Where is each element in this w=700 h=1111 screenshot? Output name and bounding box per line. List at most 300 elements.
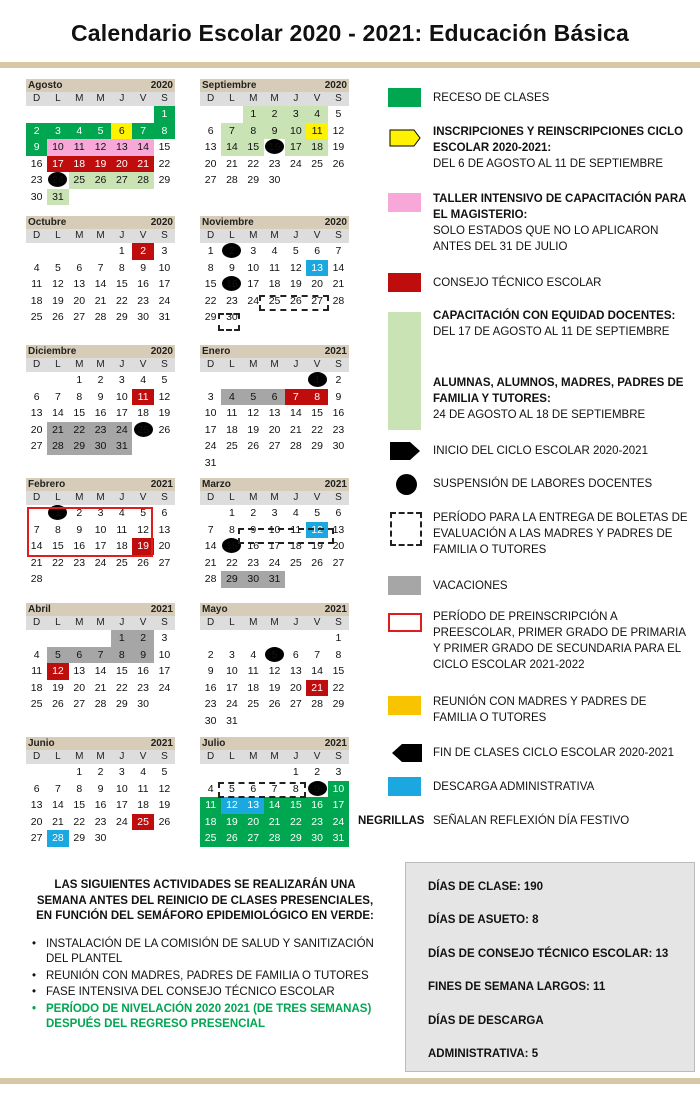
weekday-label: L xyxy=(55,492,61,503)
weekday-label: L xyxy=(229,359,235,370)
day-cell: 30 xyxy=(204,714,217,727)
day-cell: 10 xyxy=(204,407,217,419)
weekday-label: M xyxy=(96,751,105,762)
day-cell: 7 xyxy=(55,782,61,795)
day-cell: 4 xyxy=(221,389,242,406)
day-cell: 20 xyxy=(30,815,43,828)
day-cell: 5 xyxy=(335,108,342,120)
day-cell: 4 xyxy=(33,261,40,274)
day-cell: 15 xyxy=(52,540,64,552)
day-cell: 26 xyxy=(332,157,345,170)
day-cell: 3 xyxy=(47,123,68,140)
day-cell: 29 xyxy=(158,174,171,186)
day-cell: 12 xyxy=(289,261,302,274)
weekday-header xyxy=(200,616,349,630)
day-grid xyxy=(200,630,349,729)
arrow-icon xyxy=(388,128,422,148)
day-cell: 7 xyxy=(132,123,153,140)
month-header xyxy=(200,79,349,92)
empty-cell xyxy=(47,764,68,781)
suspension-marker: 9 xyxy=(308,781,327,796)
legend-text: REUNIÓN CON MADRES Y PADRES DE FAMILIA O TUTORES xyxy=(433,696,647,724)
day-cell: 24 xyxy=(111,422,132,439)
legend-text: FIN DE CLASES CICLO ESCOLAR 2020-2021 xyxy=(433,747,674,759)
stat-administrativa: ADMINISTRATIVA: 5 xyxy=(428,1048,539,1060)
legend-text: DEL 17 DE AGOSTO AL 11 DE SEPTIEMBRE xyxy=(433,326,670,338)
suspension-marker: 24 xyxy=(48,172,67,187)
month-name: Marzo xyxy=(202,479,231,490)
empty-cell xyxy=(26,243,47,260)
day-cell: 20 xyxy=(268,423,281,436)
day-cell: 3 xyxy=(118,374,125,386)
weekday-label: V xyxy=(139,230,147,241)
day-cell: 18 xyxy=(30,681,43,694)
weekday-label: J xyxy=(119,359,125,370)
weekday-label: V xyxy=(313,93,321,104)
month-name: Diciembre xyxy=(28,346,77,357)
day-cell: 6 xyxy=(69,647,90,664)
day-cell: 15 xyxy=(158,141,171,153)
day-cell: 9 xyxy=(97,782,104,795)
weekday-label: M xyxy=(96,359,105,370)
day-cell: 31 xyxy=(204,456,217,469)
day-cell: 26 xyxy=(90,172,111,189)
day-cell: 12 xyxy=(90,139,111,156)
day-cell: 2 xyxy=(264,106,285,123)
empty-cell xyxy=(26,630,47,647)
day-cell: 12 xyxy=(268,665,281,677)
month-year: 2020 xyxy=(150,80,173,91)
day-cell: 23 xyxy=(268,157,281,170)
empty-cell xyxy=(264,764,285,781)
day-cell: 8 xyxy=(111,647,132,664)
weekday-label: S xyxy=(161,230,168,241)
month-name: Agosto xyxy=(28,80,63,91)
day-cell: 5 xyxy=(55,261,61,274)
empty-cell xyxy=(264,372,285,389)
day-cell: 22 xyxy=(69,422,90,439)
day-cell: 15 xyxy=(243,139,264,156)
day-cell: 30 xyxy=(137,698,149,710)
day-cell: 25 xyxy=(200,830,221,847)
weekday-label: M xyxy=(249,230,258,241)
month-header xyxy=(26,478,175,491)
weekday-label: D xyxy=(207,230,215,241)
day-cell: 30 xyxy=(94,832,107,844)
day-cell: 5 xyxy=(243,389,264,406)
day-cell: 23 xyxy=(306,814,327,831)
day-cell: 12 xyxy=(306,522,327,539)
weekday-label: M xyxy=(96,492,105,503)
day-cell: 8 xyxy=(154,123,175,140)
day-cell: 15 xyxy=(204,278,217,290)
day-cell: 2 xyxy=(335,374,342,386)
stat-dias-asueto: DÍAS DE ASUETO: 8 xyxy=(428,914,539,926)
day-cell: 6 xyxy=(207,124,214,137)
legend-text: PERÍODO PARA LA ENTREGA DE BOLETAS DE EVALUACIÓN A LAS MADRES Y PADRES DE FAMILIA O TUTORES xyxy=(433,512,688,556)
weekday-label: M xyxy=(75,230,84,241)
day-cell: 8 xyxy=(243,123,264,140)
weekday-label: S xyxy=(161,93,168,104)
day-cell: 11 xyxy=(116,523,128,536)
day-cell: 1 xyxy=(335,632,342,644)
month-year: 2020 xyxy=(324,80,347,91)
day-cell: 19 xyxy=(289,278,302,290)
day-cell: 7 xyxy=(55,390,61,403)
suspension-marker: 16 xyxy=(265,139,284,154)
month-name: Junio xyxy=(28,738,55,749)
day-cell: 3 xyxy=(285,106,306,123)
day-cell: 15 xyxy=(311,407,323,419)
day-cell: 2 xyxy=(26,123,47,140)
weekday-label: M xyxy=(270,492,279,503)
day-cell: 26 xyxy=(268,698,281,710)
day-cell: 24 xyxy=(289,157,302,170)
day-cell: 21 xyxy=(94,294,107,307)
day-cell: 13 xyxy=(73,278,86,290)
day-cell: 8 xyxy=(229,523,235,536)
day-cell xyxy=(221,243,242,260)
legend-title: ALUMNAS, ALUMNOS, MADRES, PADRES DE FAMILIA Y TUTORES: xyxy=(433,377,684,405)
day-grid xyxy=(26,106,175,205)
day-cell: 4 xyxy=(306,106,327,123)
empty-cell xyxy=(47,630,68,647)
empty-cell xyxy=(132,106,153,123)
day-cell: 5 xyxy=(47,647,68,664)
day-cell: 28 xyxy=(289,440,302,452)
day-cell: 17 xyxy=(158,665,171,677)
day-cell: 4 xyxy=(207,782,214,795)
day-cell: 31 xyxy=(226,714,238,727)
month-septiembre xyxy=(200,79,349,189)
list-item-highlight: • PERÍODO DE NIVELACIÓN 2020 2021 (DE TRES SEMANAS) DESPUÉS DEL REGRESO PRESENCIAL xyxy=(30,1002,380,1033)
day-cell: 15 xyxy=(285,797,306,814)
weekday-label: M xyxy=(270,230,279,241)
day-cell: 30 xyxy=(332,440,345,452)
weekday-label: J xyxy=(119,230,125,241)
weekday-label: D xyxy=(33,617,41,628)
month-mayo xyxy=(200,603,349,729)
legend-title: INSCRIPCIONES Y REINSCRIPCIONES CICLO ESCOLAR 2020-2021: xyxy=(433,126,684,154)
day-cell: 4 xyxy=(292,507,299,519)
day-cell: 16 xyxy=(137,665,149,677)
month-name: Febrero xyxy=(28,479,66,490)
legend-swatch xyxy=(388,576,421,595)
month-enero xyxy=(200,345,349,471)
empty-cell xyxy=(221,372,242,389)
day-cell: 16 xyxy=(137,278,149,290)
day-cell: 12 xyxy=(137,523,149,536)
day-cell: 17 xyxy=(247,278,260,290)
weekday-label: D xyxy=(33,93,41,104)
day-cell: 5 xyxy=(161,374,168,386)
empty-cell xyxy=(47,243,68,260)
stats-box xyxy=(405,862,695,1072)
day-cell: 4 xyxy=(118,507,125,519)
empty-cell xyxy=(90,243,111,260)
weekday-label: D xyxy=(207,492,215,503)
month-year: 2021 xyxy=(324,479,347,490)
day-cell: 24 xyxy=(158,681,171,694)
day-cell: 12 xyxy=(158,390,171,403)
weekday-label: V xyxy=(313,617,321,628)
day-cell: 19 xyxy=(52,294,64,307)
day-cell xyxy=(306,372,327,389)
suspension-marker: 16 xyxy=(222,276,241,291)
month-octubre xyxy=(26,216,175,326)
weekday-label: D xyxy=(207,359,215,370)
day-cell: 29 xyxy=(332,698,345,710)
legend-text: SOLO ESTADOS QUE NO LO APLICARON ANTES DEL 31 DE JULIO xyxy=(433,225,659,253)
day-cell: 12 xyxy=(221,797,242,814)
empty-cell xyxy=(264,630,285,647)
day-cell: 23 xyxy=(247,556,260,569)
day-cell: 21 xyxy=(132,156,153,173)
day-cell: 23 xyxy=(204,698,217,710)
day-cell: 23 xyxy=(90,422,111,439)
empty-cell xyxy=(26,764,47,781)
day-cell: 27 xyxy=(30,832,43,844)
day-cell: 29 xyxy=(115,311,128,323)
month-header xyxy=(200,345,349,358)
weekday-label: D xyxy=(33,230,41,241)
day-cell: 23 xyxy=(94,815,107,828)
weekday-label: S xyxy=(161,751,168,762)
day-cell: 14 xyxy=(52,407,64,419)
day-cell: 6 xyxy=(33,782,40,795)
day-cell: 8 xyxy=(306,389,327,406)
day-cell: 23 xyxy=(30,174,43,186)
weekday-label: J xyxy=(119,492,125,503)
day-cell: 1 xyxy=(229,507,235,519)
day-cell: 16 xyxy=(247,540,260,552)
day-cell: 20 xyxy=(243,814,264,831)
day-cell: 9 xyxy=(140,261,147,274)
day-cell: 18 xyxy=(268,278,281,290)
weekday-label: M xyxy=(270,359,279,370)
weekday-label: V xyxy=(313,359,321,370)
day-cell: 13 xyxy=(243,797,264,814)
day-cell: 17 xyxy=(226,681,238,694)
day-cell: 21 xyxy=(306,680,327,697)
day-cell: 10 xyxy=(158,261,171,274)
day-cell: 22 xyxy=(285,814,306,831)
day-cell: 7 xyxy=(97,261,104,274)
day-cell: 24 xyxy=(328,814,349,831)
month-header xyxy=(26,216,175,229)
day-cell: 14 xyxy=(132,139,153,156)
day-cell: 11 xyxy=(132,389,153,406)
day-cell: 31 xyxy=(328,830,349,847)
day-cell: 16 xyxy=(30,157,43,170)
day-cell: 7 xyxy=(271,782,278,795)
black-circle-icon xyxy=(396,474,417,495)
month-year: 2021 xyxy=(150,738,173,749)
day-cell: 10 xyxy=(328,781,349,798)
weekday-label: M xyxy=(75,492,84,503)
day-cell: 12 xyxy=(52,278,64,290)
day-cell: 9 xyxy=(132,647,153,664)
day-cell: 10 xyxy=(247,261,260,274)
weekday-label: L xyxy=(229,230,235,241)
day-cell: 7 xyxy=(33,523,40,536)
weekday-label: D xyxy=(207,751,215,762)
day-cell: 4 xyxy=(33,648,40,661)
day-cell: 19 xyxy=(268,681,281,694)
day-cell: 26 xyxy=(137,556,149,569)
day-cell: 30 xyxy=(306,830,327,847)
day-cell: 20 xyxy=(73,294,86,307)
empty-cell xyxy=(285,372,306,389)
day-cell: 25 xyxy=(268,294,281,307)
boleta-period-box-mar xyxy=(238,528,334,544)
day-cell: 9 xyxy=(229,261,235,274)
month-year: 2021 xyxy=(150,479,173,490)
day-cell: 6 xyxy=(33,390,40,403)
day-cell: 28 xyxy=(94,698,107,710)
day-cell: 29 xyxy=(73,832,86,844)
day-cell: 16 xyxy=(332,407,345,419)
day-cell: 19 xyxy=(221,814,242,831)
day-cell: 29 xyxy=(247,174,260,186)
day-cell: 9 xyxy=(76,523,83,536)
day-cell: 13 xyxy=(73,665,86,677)
day-cell: 9 xyxy=(26,139,47,156)
weekday-label: J xyxy=(293,359,299,370)
month-header xyxy=(26,345,175,358)
day-cell: 17 xyxy=(47,156,68,173)
day-cell: 3 xyxy=(271,507,278,519)
month-header xyxy=(200,216,349,229)
day-cell: 7 xyxy=(314,648,321,661)
weekday-label: D xyxy=(207,93,215,104)
day-cell: 18 xyxy=(137,407,149,419)
day-cell: 19 xyxy=(52,681,64,694)
weekday-label: L xyxy=(229,617,235,628)
day-cell: 28 xyxy=(204,573,217,585)
weekday-label: S xyxy=(335,492,342,503)
day-cell: 4 xyxy=(271,245,278,257)
day-cell: 22 xyxy=(52,556,64,569)
legend-text: VACACIONES xyxy=(433,580,508,592)
day-cell: 22 xyxy=(332,681,345,694)
day-cell: 26 xyxy=(158,423,171,436)
day-cell: 26 xyxy=(52,311,64,323)
day-cell: 29 xyxy=(115,698,128,710)
day-cell: 24 xyxy=(158,294,171,307)
day-cell: 10 xyxy=(226,665,238,677)
day-cell: 3 xyxy=(161,632,168,644)
weekday-header xyxy=(26,358,175,372)
day-cell: 26 xyxy=(52,698,64,710)
day-cell xyxy=(221,276,242,293)
day-cell: 10 xyxy=(115,390,128,403)
day-cell: 12 xyxy=(247,407,260,419)
day-cell: 6 xyxy=(314,245,321,257)
day-cell: 7 xyxy=(207,523,214,536)
day-cell: 10 xyxy=(94,523,107,536)
day-cell: 30 xyxy=(226,311,238,323)
day-cell: 20 xyxy=(111,156,132,173)
day-cell: 19 xyxy=(90,156,111,173)
weekday-header xyxy=(26,491,175,505)
day-cell: 5 xyxy=(90,123,111,140)
weekday-label: M xyxy=(249,492,258,503)
day-cell: 2 xyxy=(97,766,104,778)
weekday-label: L xyxy=(55,93,61,104)
day-cell: 6 xyxy=(250,782,257,795)
day-grid xyxy=(200,764,349,847)
day-cell: 21 xyxy=(47,422,68,439)
weekday-label: M xyxy=(270,617,279,628)
weekday-label: V xyxy=(139,359,147,370)
day-cell: 14 xyxy=(289,407,302,419)
weekday-label: S xyxy=(335,617,342,628)
day-cell: 15 xyxy=(332,665,345,677)
weekday-label: M xyxy=(75,617,84,628)
empty-cell xyxy=(221,106,242,123)
weekday-label: V xyxy=(313,492,321,503)
weekday-label: L xyxy=(55,751,61,762)
day-cell: 10 xyxy=(115,782,128,795)
day-cell: 14 xyxy=(221,139,242,156)
weekday-label: J xyxy=(293,93,299,104)
day-cell: 17 xyxy=(94,540,107,552)
day-cell: 1 xyxy=(76,374,83,386)
day-cell: 13 xyxy=(204,141,217,153)
empty-cell xyxy=(200,372,221,389)
day-cell: 28 xyxy=(47,830,68,847)
weekday-label: M xyxy=(249,751,258,762)
day-cell: 22 xyxy=(158,157,171,170)
day-cell: 3 xyxy=(250,245,257,257)
month-year: 2020 xyxy=(324,217,347,228)
day-cell: 2 xyxy=(132,243,153,260)
day-cell: 19 xyxy=(332,141,345,153)
day-cell: 4 xyxy=(69,123,90,140)
day-cell: 14 xyxy=(30,540,43,552)
day-cell: 30 xyxy=(243,571,264,588)
legend-text: DEL 6 DE AGOSTO AL 11 DE SEPTIEMBRE xyxy=(433,158,664,170)
day-cell: 20 xyxy=(311,278,323,290)
day-cell: 25 xyxy=(247,698,260,710)
day-cell: 1 xyxy=(243,106,264,123)
legend-title: CAPACITACIÓN CON EQUIDAD DOCENTES: xyxy=(433,310,676,322)
day-cell: 14 xyxy=(311,665,323,677)
day-cell: 8 xyxy=(118,261,125,274)
day-cell: 27 xyxy=(289,698,302,710)
day-cell: 21 xyxy=(332,278,345,290)
weekday-label: V xyxy=(139,617,147,628)
day-cell: 26 xyxy=(247,440,260,452)
day-cell: 22 xyxy=(247,157,260,170)
day-cell: 14 xyxy=(94,665,107,677)
weekday-label: S xyxy=(335,359,342,370)
month-name: Noviembre xyxy=(202,217,254,228)
day-cell: 4 xyxy=(140,766,147,778)
day-cell: 5 xyxy=(314,507,321,519)
day-cell: 27 xyxy=(268,440,281,452)
empty-cell xyxy=(200,505,221,522)
day-cell: 7 xyxy=(335,245,342,257)
day-cell: 28 xyxy=(132,172,153,189)
day-cell: 10 xyxy=(158,648,171,661)
day-cell: 19 xyxy=(311,540,323,552)
day-cell: 9 xyxy=(335,390,342,403)
weekday-label: M xyxy=(96,617,105,628)
day-cell: 1 xyxy=(111,630,132,647)
month-year: 2021 xyxy=(324,738,347,749)
